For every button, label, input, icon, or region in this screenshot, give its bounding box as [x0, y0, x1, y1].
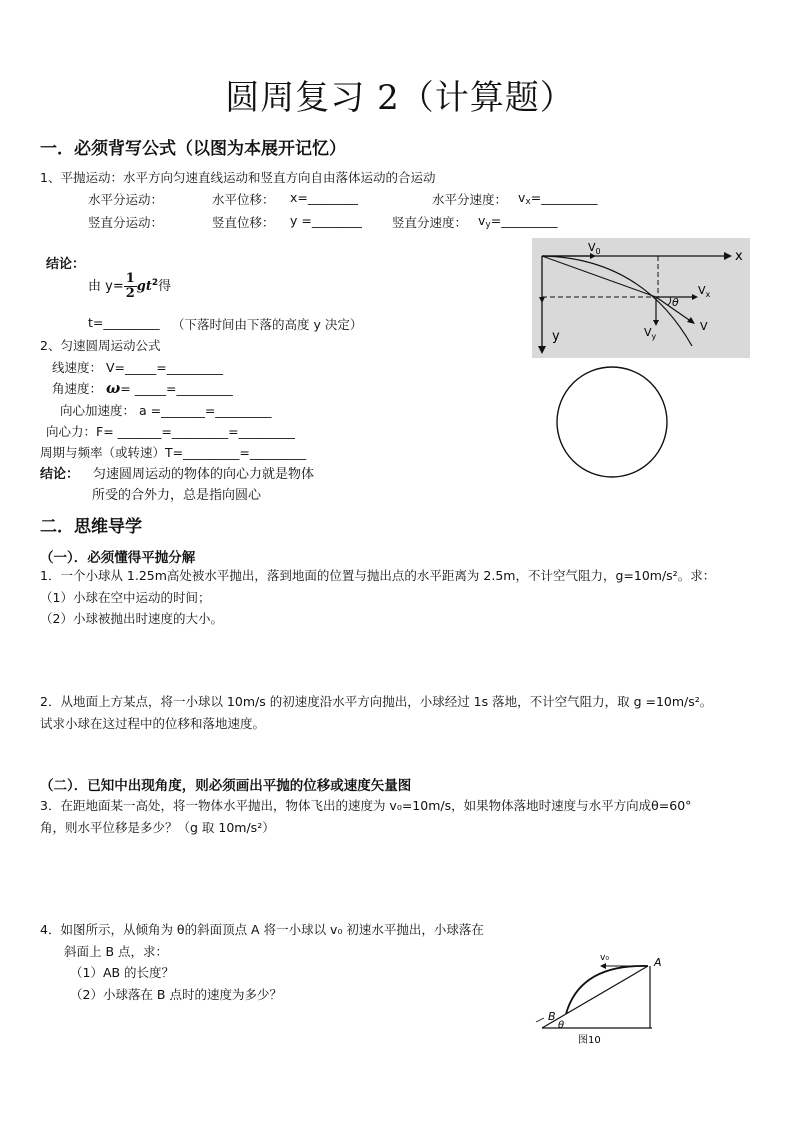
question-2-cont: 试求小球在这过程中的位移和落地速度。 — [40, 716, 266, 731]
row2-displacement-blank: y =________ — [290, 213, 362, 228]
t-note: （下落时间由下落的高度 y 决定） — [172, 317, 363, 332]
incline-diagram — [530, 950, 680, 1050]
fraction: $\frac{1}{2}$ — [125, 271, 135, 301]
conclusion-label: 结论： — [46, 257, 86, 272]
section-1-heading: 一．必须背写公式（以图为本展开记忆） — [40, 139, 346, 159]
question-3-cont: 角，则水平位移是多少？（g 取 10m/s²） — [40, 820, 275, 835]
row2-velocity-label: 竖直分速度： — [392, 215, 468, 230]
row2-velocity-blank: $v_y=\_\_\_\_\_\_\_\_\_$ — [478, 213, 558, 230]
row1-displacement-blank: x=________ — [290, 190, 358, 205]
figure-caption: 图10 — [578, 1035, 601, 1046]
circle-diagram — [554, 365, 670, 481]
label-v0: v₀ — [600, 953, 609, 963]
row1-velocity-label: 水平分速度： — [432, 192, 508, 207]
question-1: 1．一个小球从 1.25m高处被水平抛出，落到地面的位置与抛出点的水平距离为 2.5m，不计空气阻力，g=10m/s²。求： — [40, 568, 716, 583]
label-b: B — [548, 1010, 556, 1023]
question-4-cont: 斜面上 B 点，求： — [64, 944, 169, 959]
centripetal-force-line: 向心力：F= _______=_________=_________ — [46, 424, 295, 439]
row1-displacement-label: 水平位移： — [212, 192, 275, 207]
question-3: 3．在距地面某一高处，将一物体水平抛出，物体飞出的速度为 v₀=10m/s，如果物体落地时速度与水平方向成θ=60° — [40, 798, 692, 813]
linear-velocity-line: 线速度： V=_____=_________ — [52, 360, 223, 375]
question-4-part-1: （1）AB 的长度？ — [70, 965, 175, 980]
label-vy: $V_y$ — [644, 326, 657, 341]
conclusion-2-cont: 所受的合外力，总是指向圆心 — [92, 488, 262, 503]
section-2-heading: 二．思维导学 — [40, 517, 142, 537]
formula-y: 由 y= $\frac{1}{2}$ $gt^2$得 — [88, 271, 172, 301]
subsection-2-heading: （二）．已知中出现角度，则必须画出平抛的位移或速度矢量图 — [40, 778, 412, 794]
angular-velocity-line: 角速度： ω= _____=_________ — [52, 379, 233, 397]
question-1-part-2: （2）小球被抛出时速度的大小。 — [40, 611, 223, 626]
label-v0: $V_0$ — [588, 241, 601, 256]
row1-velocity-blank: $v_x=\_\_\_\_\_\_\_\_\_$ — [518, 190, 598, 207]
subsection-1-heading: （一）．必须懂得平抛分解 — [40, 550, 196, 566]
row2-displacement-label: 竖直位移： — [212, 215, 275, 230]
projectile-motion-diagram — [532, 238, 762, 360]
page-title: 圆周复习 2（计算题） — [225, 78, 575, 118]
label-vx: $V_x$ — [698, 284, 711, 299]
conclusion-2: 结论： 匀速圆周运动的物体的向心力就是物体 — [40, 467, 315, 482]
label-x: x — [735, 249, 743, 264]
label-y: y — [552, 329, 560, 344]
label-v: V — [700, 320, 708, 333]
row2-label: 竖直分运动： — [88, 215, 164, 230]
period-line: 周期与频率（或转速）T=_________=_________ — [40, 445, 307, 460]
question-4: 4．如图所示，从倾角为 θ的斜面顶点 A 将一小球以 v₀ 初速水平抛出，小球落在 — [40, 922, 484, 937]
question-4-part-2: （2）小球落在 B 点时的速度为多少？ — [70, 987, 282, 1002]
centripetal-accel-line: 向心加速度： a =_______=_________ — [60, 403, 272, 418]
question-2: 2．从地面上方某点，将一小球以 10m/s 的初速度沿水平方向抛出，小球经过 1s 落地，不计空气阻力，取 g =10m/s²。 — [40, 694, 713, 709]
t-blank: t=_________ — [88, 315, 160, 330]
label-a: A — [654, 956, 662, 969]
label-theta: θ — [672, 296, 679, 309]
question-1-part-1: （1）小球在空中运动的时间； — [40, 590, 211, 605]
row1-label: 水平分运动： — [88, 192, 164, 207]
item-1-text: 1、平抛运动：水平方向匀速直线运动和竖直方向自由落体运动的合运动 — [40, 170, 436, 185]
item-2-text: 2、匀速圆周运动公式 — [40, 338, 161, 353]
label-theta: θ — [558, 1020, 565, 1031]
